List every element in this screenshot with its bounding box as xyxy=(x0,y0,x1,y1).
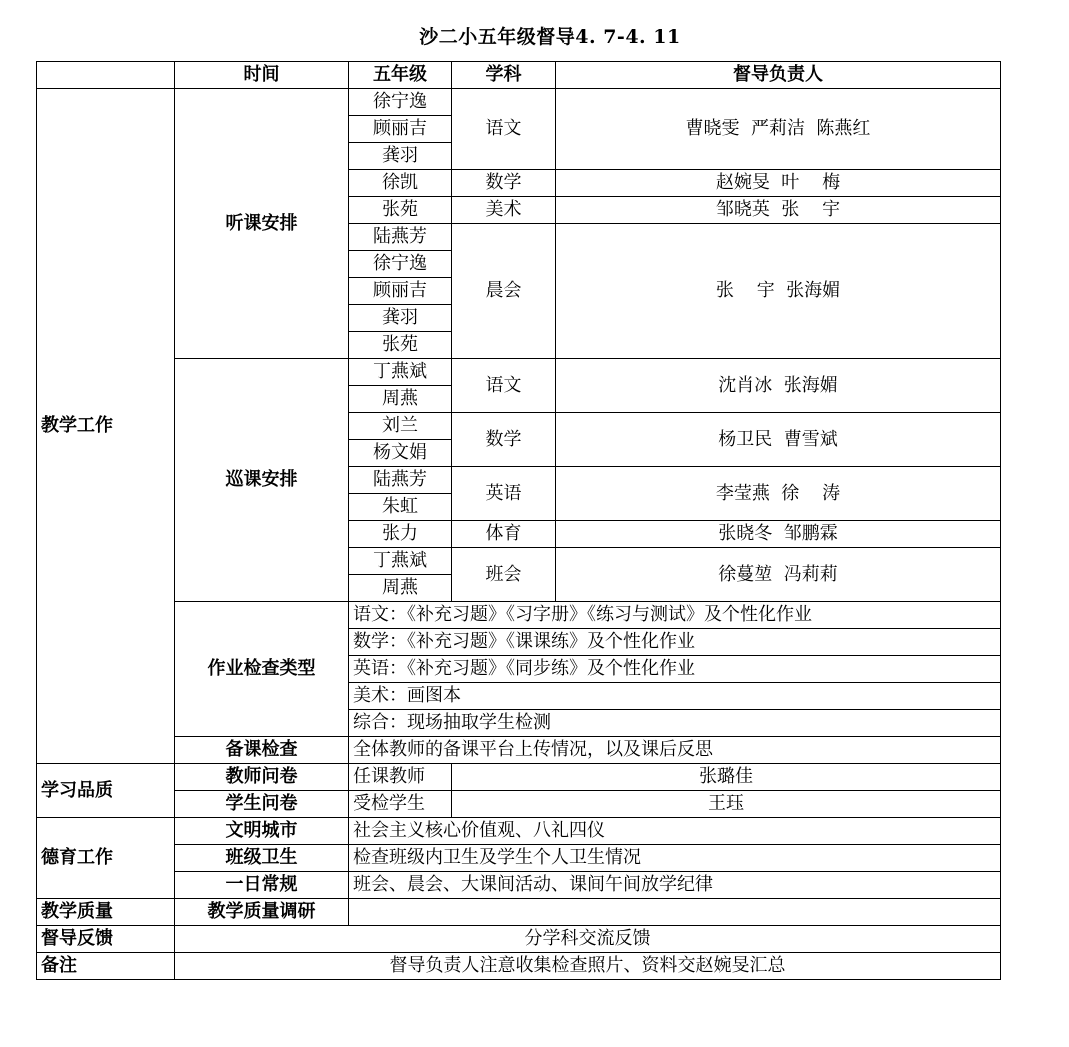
teacher-cell: 周燕 xyxy=(349,386,452,413)
teacher-cell: 顾丽吉 xyxy=(349,278,452,305)
teacher-cell: 陆燕芳 xyxy=(349,467,452,494)
section-lesson-listening: 听课安排 xyxy=(175,89,349,359)
category-remarks: 备注 xyxy=(37,953,175,980)
section-homework: 作业检查类型 xyxy=(175,602,349,737)
header-row xyxy=(37,62,1001,89)
table-row xyxy=(37,818,1001,845)
table-row xyxy=(37,359,1001,386)
teacher-cell: 张苑 xyxy=(349,197,452,224)
table-row xyxy=(37,737,1001,764)
teacher-cell: 陆燕芳 xyxy=(349,224,452,251)
supervisor-cell: 张晓冬 邹鹏霖 xyxy=(556,521,1001,548)
teacher-cell: 朱虹 xyxy=(349,494,452,521)
teacher-cell: 徐凯 xyxy=(349,170,452,197)
teacher-cell: 龚羽 xyxy=(349,143,452,170)
section-student-survey: 学生问卷 xyxy=(175,791,349,818)
header-grade: 五年级 xyxy=(349,62,452,89)
subject-cell: 体育 xyxy=(452,521,556,548)
supervisor-cell: 曹晓雯 严莉洁 陈燕红 xyxy=(556,89,1001,170)
supervisor-cell: 沈肖冰 张海媚 xyxy=(556,359,1001,413)
teacher-cell: 刘兰 xyxy=(349,413,452,440)
teacher-cell: 顾丽吉 xyxy=(349,116,452,143)
supervisor-cell: 杨卫民 曹雪斌 xyxy=(556,413,1001,467)
teacher-cell: 徐宁逸 xyxy=(349,89,452,116)
lesson-prep-content: 全体教师的备课平台上传情况，以及课后反思 xyxy=(349,737,1001,764)
section-civil-city: 文明城市 xyxy=(175,818,349,845)
homework-item: 英语：《补充习题》《同步练》及个性化作业 xyxy=(349,656,1001,683)
section-class-hygiene: 班级卫生 xyxy=(175,845,349,872)
table-row xyxy=(37,899,1001,926)
teacher-cell: 张苑 xyxy=(349,332,452,359)
teacher-cell: 龚羽 xyxy=(349,305,452,332)
table-row xyxy=(37,872,1001,899)
category-feedback: 督导反馈 xyxy=(37,926,175,953)
header-subject: 学科 xyxy=(452,62,556,89)
table-row xyxy=(37,845,1001,872)
table-row xyxy=(37,764,1001,791)
homework-item: 综合：现场抽取学生检测 xyxy=(349,710,1001,737)
section-daily-routine: 一日常规 xyxy=(175,872,349,899)
survey-supervisor: 张璐佳 xyxy=(452,764,1001,791)
category-learning-quality: 学习品质 xyxy=(37,764,175,818)
remarks-content: 督导负责人注意收集检查照片、资料交赵婉旻汇总 xyxy=(175,953,1001,980)
category-teaching-work: 教学工作 xyxy=(37,89,175,764)
section-quality-survey: 教学质量调研 xyxy=(175,899,349,926)
supervisor-cell: 张 宇 张海媚 xyxy=(556,224,1001,359)
table-row xyxy=(37,791,1001,818)
daily-routine-content: 班会、晨会、大课间活动、课间午间放学纪律 xyxy=(349,872,1001,899)
subject-cell: 数学 xyxy=(452,413,556,467)
subject-cell: 语文 xyxy=(452,89,556,170)
teacher-cell: 丁燕斌 xyxy=(349,359,452,386)
header-time: 时间 xyxy=(175,62,349,89)
section-patrol: 巡课安排 xyxy=(175,359,349,602)
subject-cell: 美术 xyxy=(452,197,556,224)
table-row xyxy=(37,926,1001,953)
survey-target: 任课教师 xyxy=(349,764,452,791)
homework-item: 语文：《补充习题》《习字册》《练习与测试》及个性化作业 xyxy=(349,602,1001,629)
homework-item: 美术：画图本 xyxy=(349,683,1001,710)
category-teaching-quality: 教学质量 xyxy=(37,899,175,926)
teacher-cell: 周燕 xyxy=(349,575,452,602)
section-lesson-prep: 备课检查 xyxy=(175,737,349,764)
supervisor-cell: 徐蔓堃 冯莉莉 xyxy=(556,548,1001,602)
subject-cell: 班会 xyxy=(452,548,556,602)
homework-item: 数学：《补充习题》《课课练》及个性化作业 xyxy=(349,629,1001,656)
teacher-cell: 徐宁逸 xyxy=(349,251,452,278)
supervisor-cell: 邹晓英 张 宇 xyxy=(556,197,1001,224)
civil-city-content: 社会主义核心价值观、八礼四仪 xyxy=(349,818,1001,845)
subject-cell: 数学 xyxy=(452,170,556,197)
subject-cell: 语文 xyxy=(452,359,556,413)
category-moral-education: 德育工作 xyxy=(37,818,175,899)
page-title: 沙二小五年级督导4. 7-4. 11 xyxy=(419,26,681,48)
table-row xyxy=(37,89,1001,116)
teacher-cell: 丁燕斌 xyxy=(349,548,452,575)
header-blank xyxy=(37,62,175,89)
survey-supervisor: 王珏 xyxy=(452,791,1001,818)
table-row xyxy=(37,953,1001,980)
subject-cell: 晨会 xyxy=(452,224,556,359)
supervision-table xyxy=(36,61,1001,980)
supervisor-cell: 赵婉旻 叶 梅 xyxy=(556,170,1001,197)
header-supervisor: 督导负责人 xyxy=(556,62,1001,89)
teacher-cell: 张力 xyxy=(349,521,452,548)
feedback-content: 分学科交流反馈 xyxy=(175,926,1001,953)
subject-cell: 英语 xyxy=(452,467,556,521)
quality-survey-content xyxy=(349,899,1001,926)
teacher-cell: 杨文娟 xyxy=(349,440,452,467)
section-teacher-survey: 教师问卷 xyxy=(175,764,349,791)
survey-target: 受检学生 xyxy=(349,791,452,818)
table-row xyxy=(37,602,1001,629)
supervisor-cell: 李莹燕 徐 涛 xyxy=(556,467,1001,521)
class-hygiene-content: 检查班级内卫生及学生个人卫生情况 xyxy=(349,845,1001,872)
